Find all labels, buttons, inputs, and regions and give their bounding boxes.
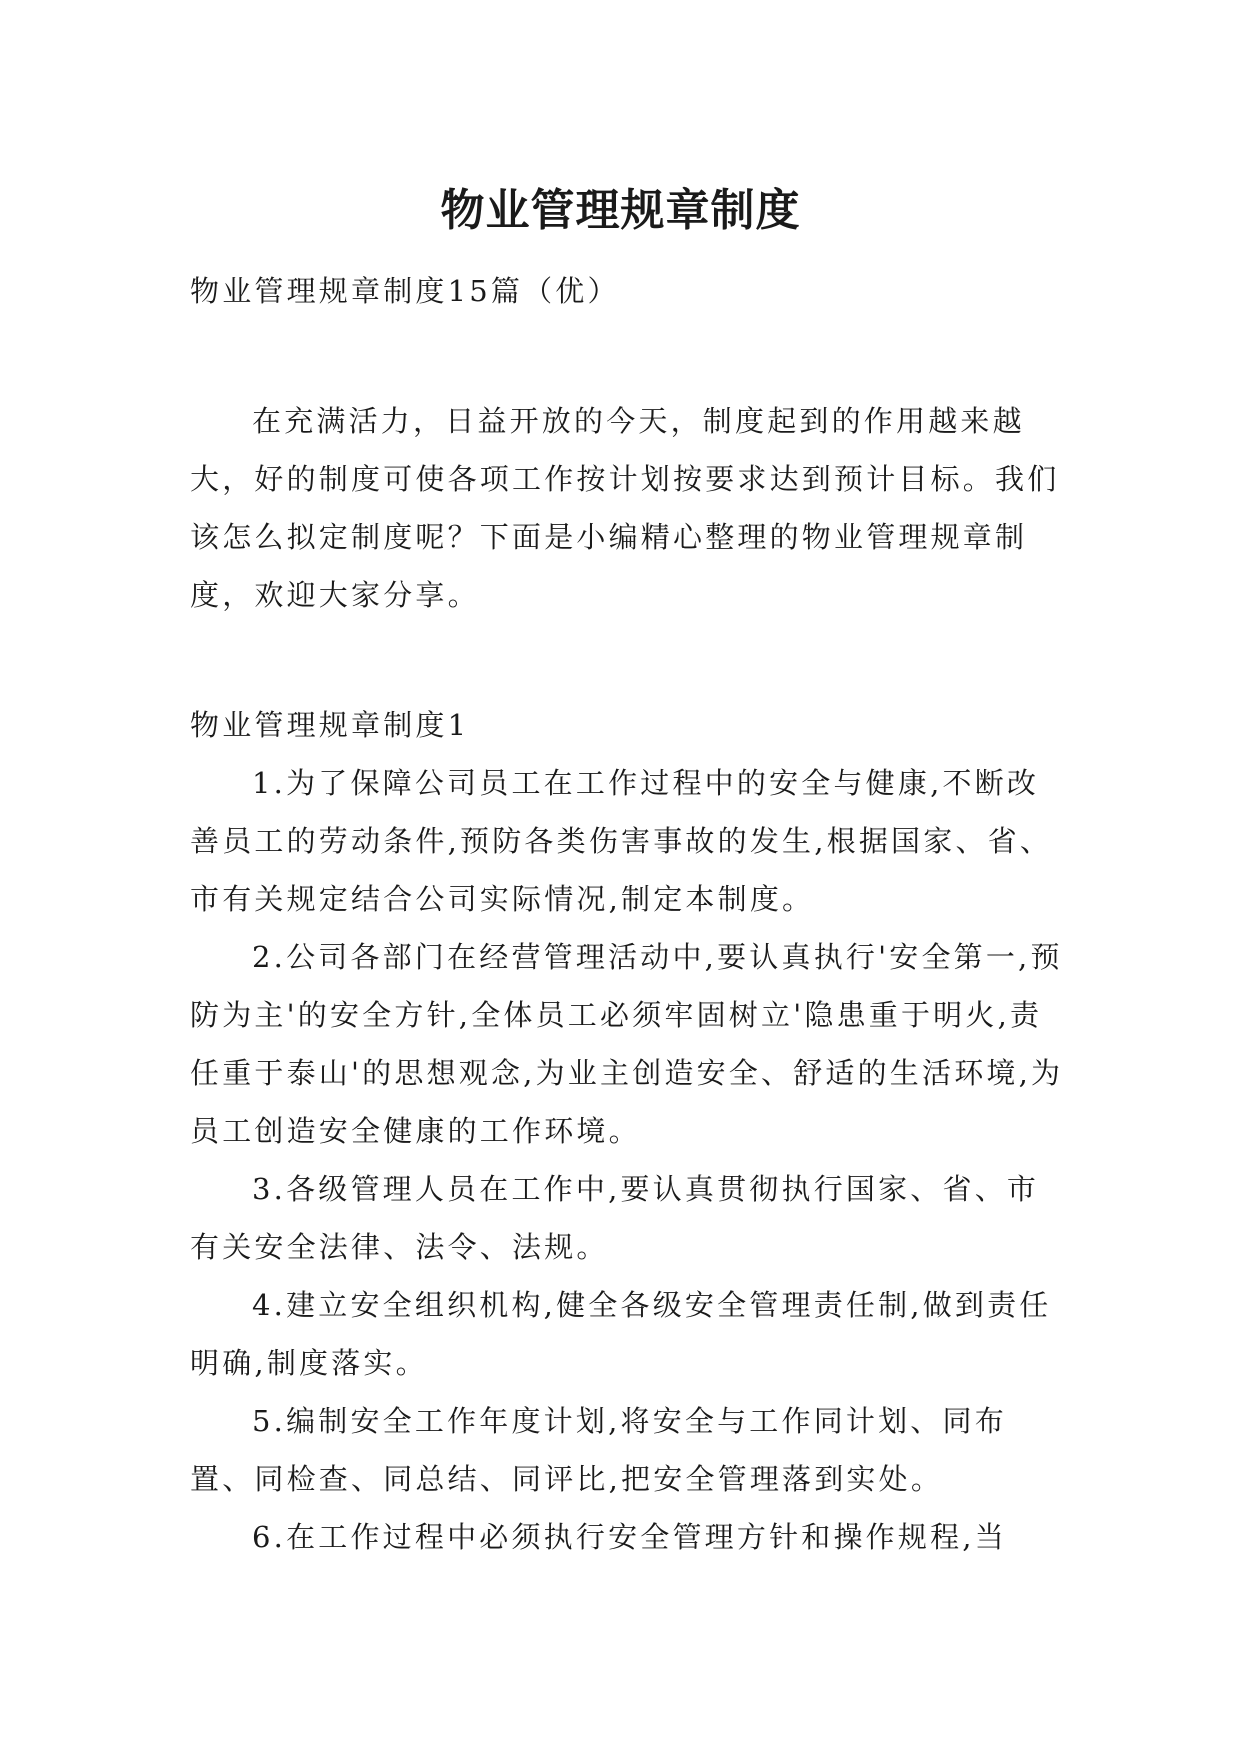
rule-item-3: 3.各级管理人员在工作中,要认真贯彻执行国家、省、市有关安全法律、法令、法规。 bbox=[190, 1172, 1040, 1264]
rule-item-1: 1.为了保障公司员工在工作过程中的安全与健康,不断改善员工的劳动条件,预防各类伤害事故的发生,根据国家、省、市有关规定结合公司实际情况,制定本制度。 bbox=[190, 766, 1053, 916]
intro-paragraph: 在充满活力，日益开放的今天，制度起到的作用越来越大，好的制度可使各项工作按计划按要求达到预计目标。我们该怎么拟定制度呢？下面是小编精心整理的物业管理规章制度，欢迎大家分享。 bbox=[190, 404, 1060, 612]
section-heading: 物业管理规章制度1 bbox=[190, 708, 470, 742]
rule-item-5: 5.编制安全工作年度计划,将安全与工作同计划、同布置、同检查、同总结、同评比,把安全管理落到实处。 bbox=[190, 1404, 1007, 1496]
rule-item-2: 2.公司各部门在经营管理活动中,要认真执行'安全第一,预防为主'的安全方针,全体员工必须牢固树立'隐患重于明火,责任重于泰山'的思想观念,为业主创造安全、舒适的生活环境,为员工创造安全健康的工作环境。 bbox=[190, 940, 1064, 1148]
document-body bbox=[190, 262, 1064, 1566]
document-title: 物业管理规章制度 bbox=[440, 185, 801, 237]
document-subtitle: 物业管理规章制度15篇（优） bbox=[190, 274, 620, 308]
rule-item-6: 6.在工作过程中必须执行安全管理方针和操作规程,当 bbox=[252, 1520, 1007, 1554]
rule-item-4: 4.建立安全组织机构,健全各级安全管理责任制,做到责任明确,制度落实。 bbox=[190, 1288, 1052, 1380]
